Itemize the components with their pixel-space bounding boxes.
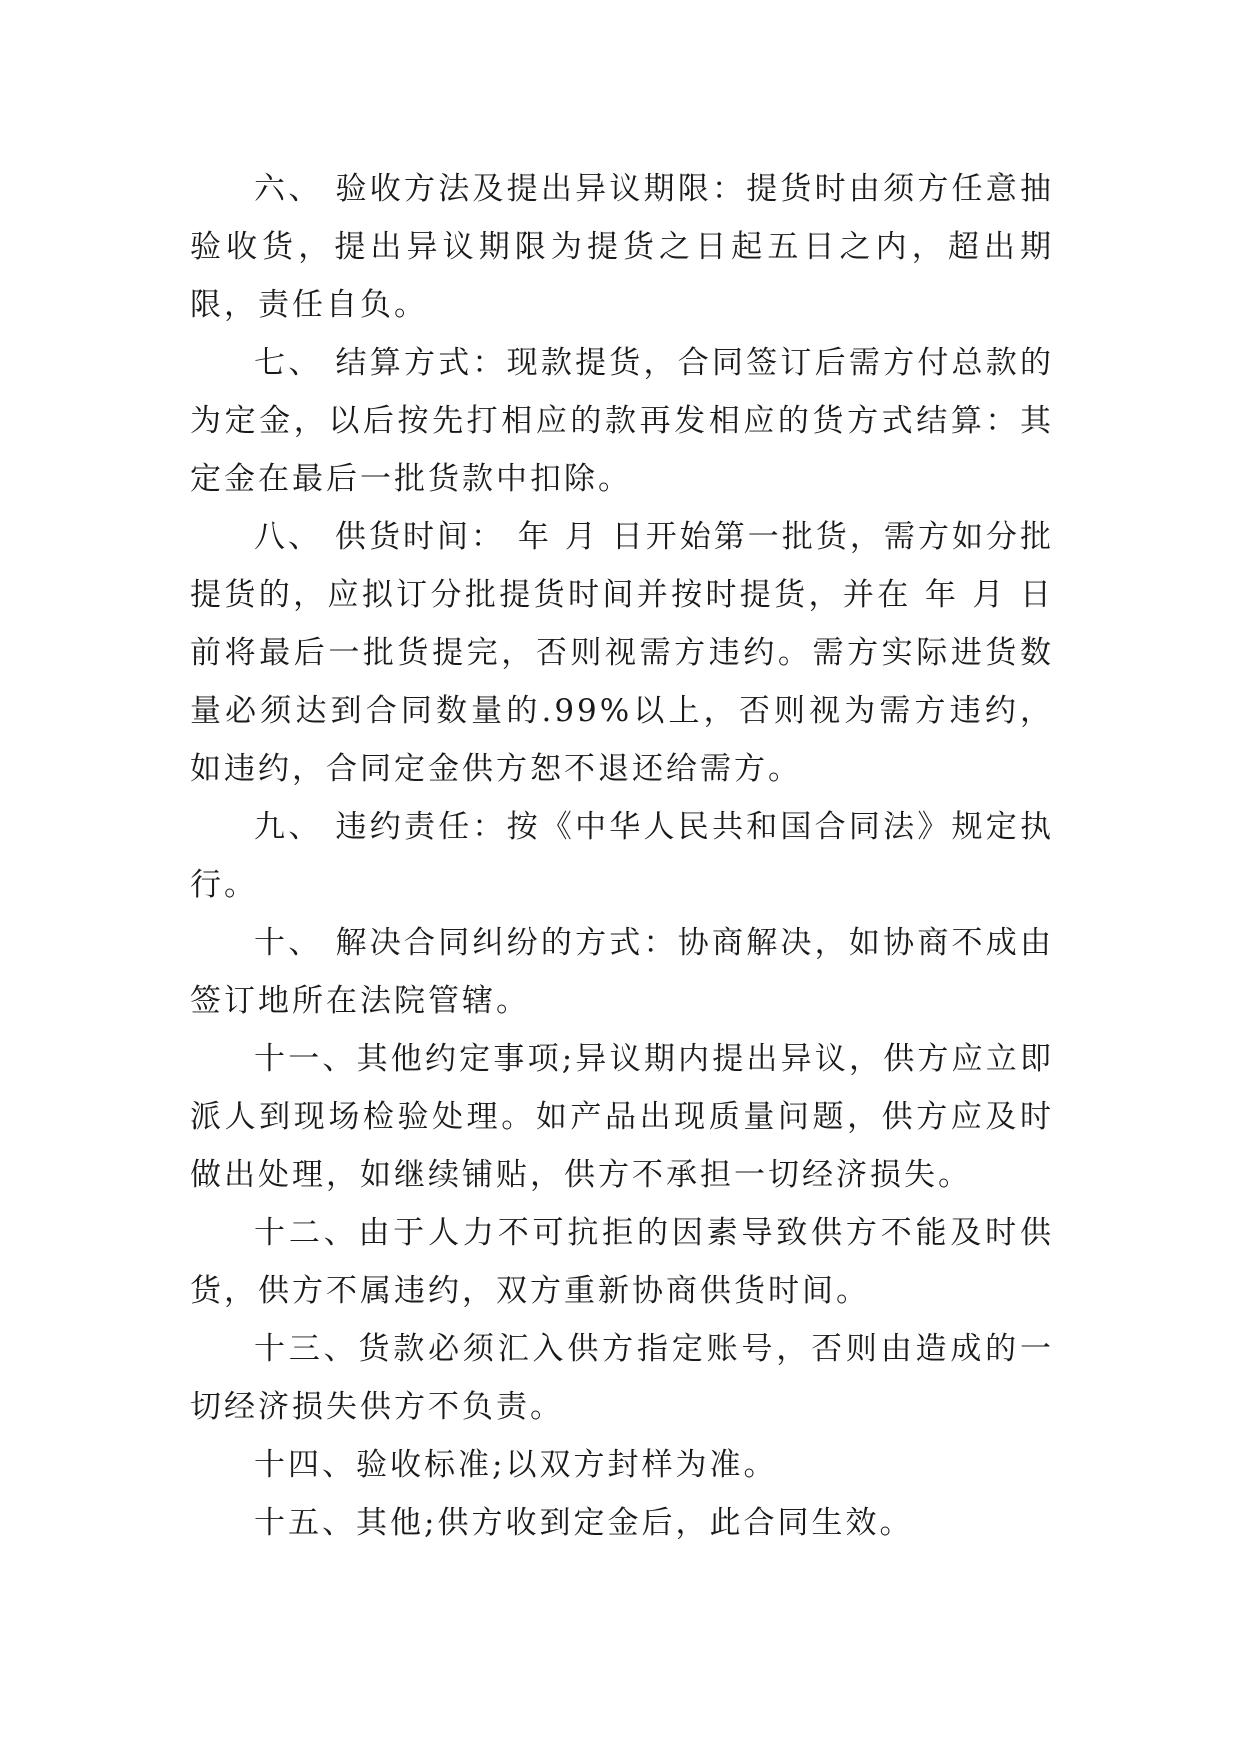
- clause-13-payment-account: 十三、货款必须汇入供方指定账号，否则由造成的一切经济损失供方不负责。: [190, 1331, 1054, 1425]
- clause-14-acceptance-standard: 十四、验收标准;以双方封样为准。: [254, 1447, 778, 1483]
- clause-7-settlement: 七、 结算方式：现款提货，合同签订后需方付总款的为定金，以后按先打相应的款再发相应的货方式结算：其定金在最后一批货款中扣除。: [190, 345, 1054, 497]
- clause-12-force-majeure: 十二、由于人力不可抗拒的因素导致供方不能及时供货，供方不属违约，双方重新协商供货时间。: [190, 1215, 1054, 1309]
- clause-9-liability: 九、 违约责任：按《中华人民共和国合同法》规定执行。: [190, 809, 1054, 903]
- clause-10-dispute: 十、 解决合同纠纷的方式：协商解决，如协商不成由签订地所在法院管辖。: [190, 925, 1054, 1019]
- document-body: [190, 160, 1054, 1552]
- clause-8-delivery-time: 八、 供货时间： 年 月 日开始第一批货，需方如分批提货的，应拟订分批提货时间并按时提货，并在 年 月 日前将最后一批货提完，否则视需方违约。需方实际进货数量必须达到合同数量的.99%以上，否则视为需方违约，如违约，合同定金供方恕不退还给需方。: [190, 519, 1054, 787]
- clause-11-other-terms: 十一、其他约定事项;异议期内提出异议，供方应立即派人到现场检验处理。如产品出现质量问题，供方应及时做出处理，如继续铺贴，供方不承担一切经济损失。: [190, 1041, 1054, 1193]
- clause-15-effectiveness: 十五、其他;供方收到定金后，此合同生效。: [254, 1505, 914, 1541]
- clause-6-acceptance: 六、 验收方法及提出异议期限：提货时由须方任意抽验收货，提出异议期限为提货之日起五日之内，超出期限，责任自负。: [190, 171, 1054, 323]
